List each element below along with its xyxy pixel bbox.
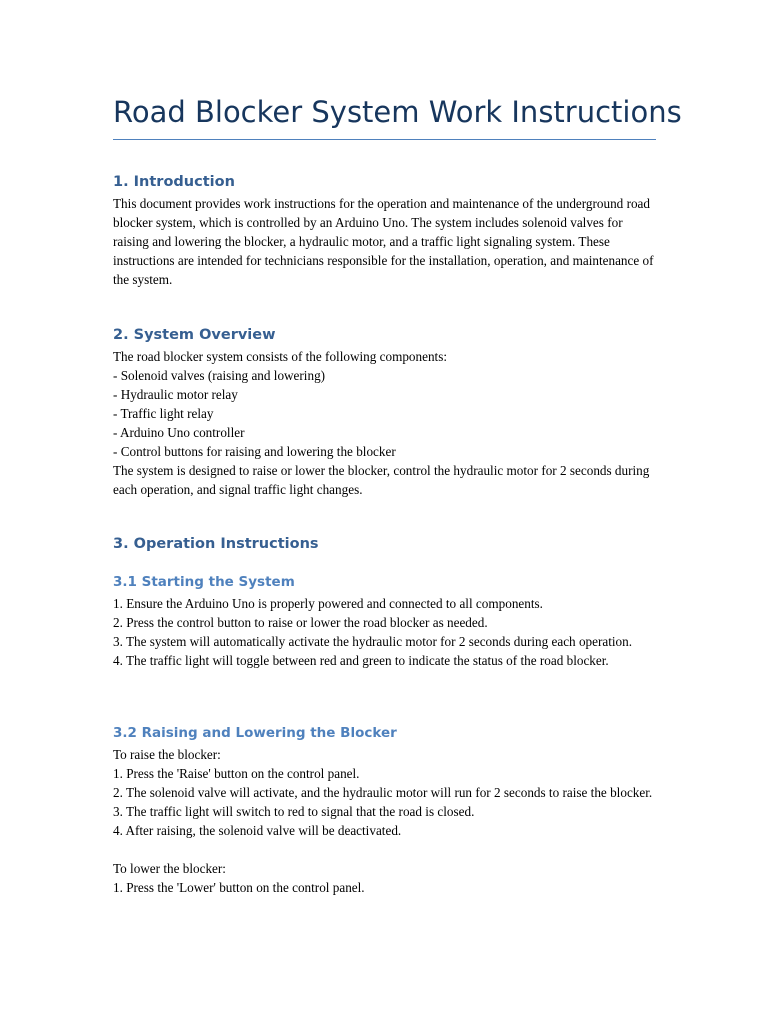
subsection-starting-system <box>113 572 658 670</box>
document-page <box>113 0 682 1024</box>
overview-intro: The road blocker system consists of the following components: <box>113 349 448 364</box>
subsection-heading-raising-lowering: 3.2 Raising and Lowering the Blocker <box>113 725 397 741</box>
section-heading-system-overview: 2. System Overview <box>113 327 276 343</box>
lower-intro: To lower the blocker: <box>113 861 226 876</box>
subsection-heading-starting: 3.1 Starting the System <box>113 574 295 590</box>
overview-summary: The system is designed to raise or lower the blocker, control the hydraulic motor for 2 seconds during each operation, and signal traffic light changes. <box>113 463 650 497</box>
list-item: - Control buttons for raising and lowering the blocker <box>113 444 396 459</box>
subsection-raising-lowering <box>113 723 658 897</box>
section-system-overview <box>113 325 658 499</box>
raise-intro: To raise the blocker: <box>113 747 221 762</box>
section-operation-instructions <box>113 534 658 554</box>
list-item: 1. Ensure the Arduino Uno is properly powered and connected to all components. <box>113 596 543 611</box>
document-title: Road Blocker System Work Instructions <box>113 95 682 129</box>
section-introduction <box>113 172 658 289</box>
raising-lowering-body <box>113 745 658 897</box>
section-heading-introduction: 1. Introduction <box>113 174 235 190</box>
list-item: - Traffic light relay <box>113 406 214 421</box>
list-item: 2. Press the control button to raise or lower the road blocker as needed. <box>113 615 488 630</box>
list-item: 4. After raising, the solenoid valve will be deactivated. <box>113 823 402 838</box>
introduction-paragraph: This document provides work instructions for the operation and maintenance of the underground road blocker system, which is controlled by an Arduino Uno. The system includes solenoid valves for raising and lowering the blocker, a hydraulic motor, and a traffic light signaling system. These instructions are intended for technicians responsible for the installation, operation, and maintenance of the system. <box>113 196 654 287</box>
paragraph-gap <box>113 840 658 859</box>
title-underline <box>113 139 656 140</box>
list-item: 1. Press the 'Lower' button on the control panel. <box>113 880 365 895</box>
list-item: 4. The traffic light will toggle between red and green to indicate the status of the road blocker. <box>113 653 609 668</box>
list-item: 3. The system will automatically activate the hydraulic motor for 2 seconds during each operation. <box>113 634 633 649</box>
starting-steps <box>113 594 658 670</box>
list-item: - Hydraulic motor relay <box>113 387 238 402</box>
list-item: - Solenoid valves (raising and lowering) <box>113 368 326 383</box>
list-item: 2. The solenoid valve will activate, and the hydraulic motor will run for 2 seconds to raise the blocker. <box>113 785 653 800</box>
overview-body <box>113 347 658 499</box>
list-item: - Arduino Uno controller <box>113 425 245 440</box>
list-item: 1. Press the 'Raise' button on the control panel. <box>113 766 360 781</box>
list-item: 3. The traffic light will switch to red to signal that the road is closed. <box>113 804 475 819</box>
section-heading-operation: 3. Operation Instructions <box>113 536 319 552</box>
